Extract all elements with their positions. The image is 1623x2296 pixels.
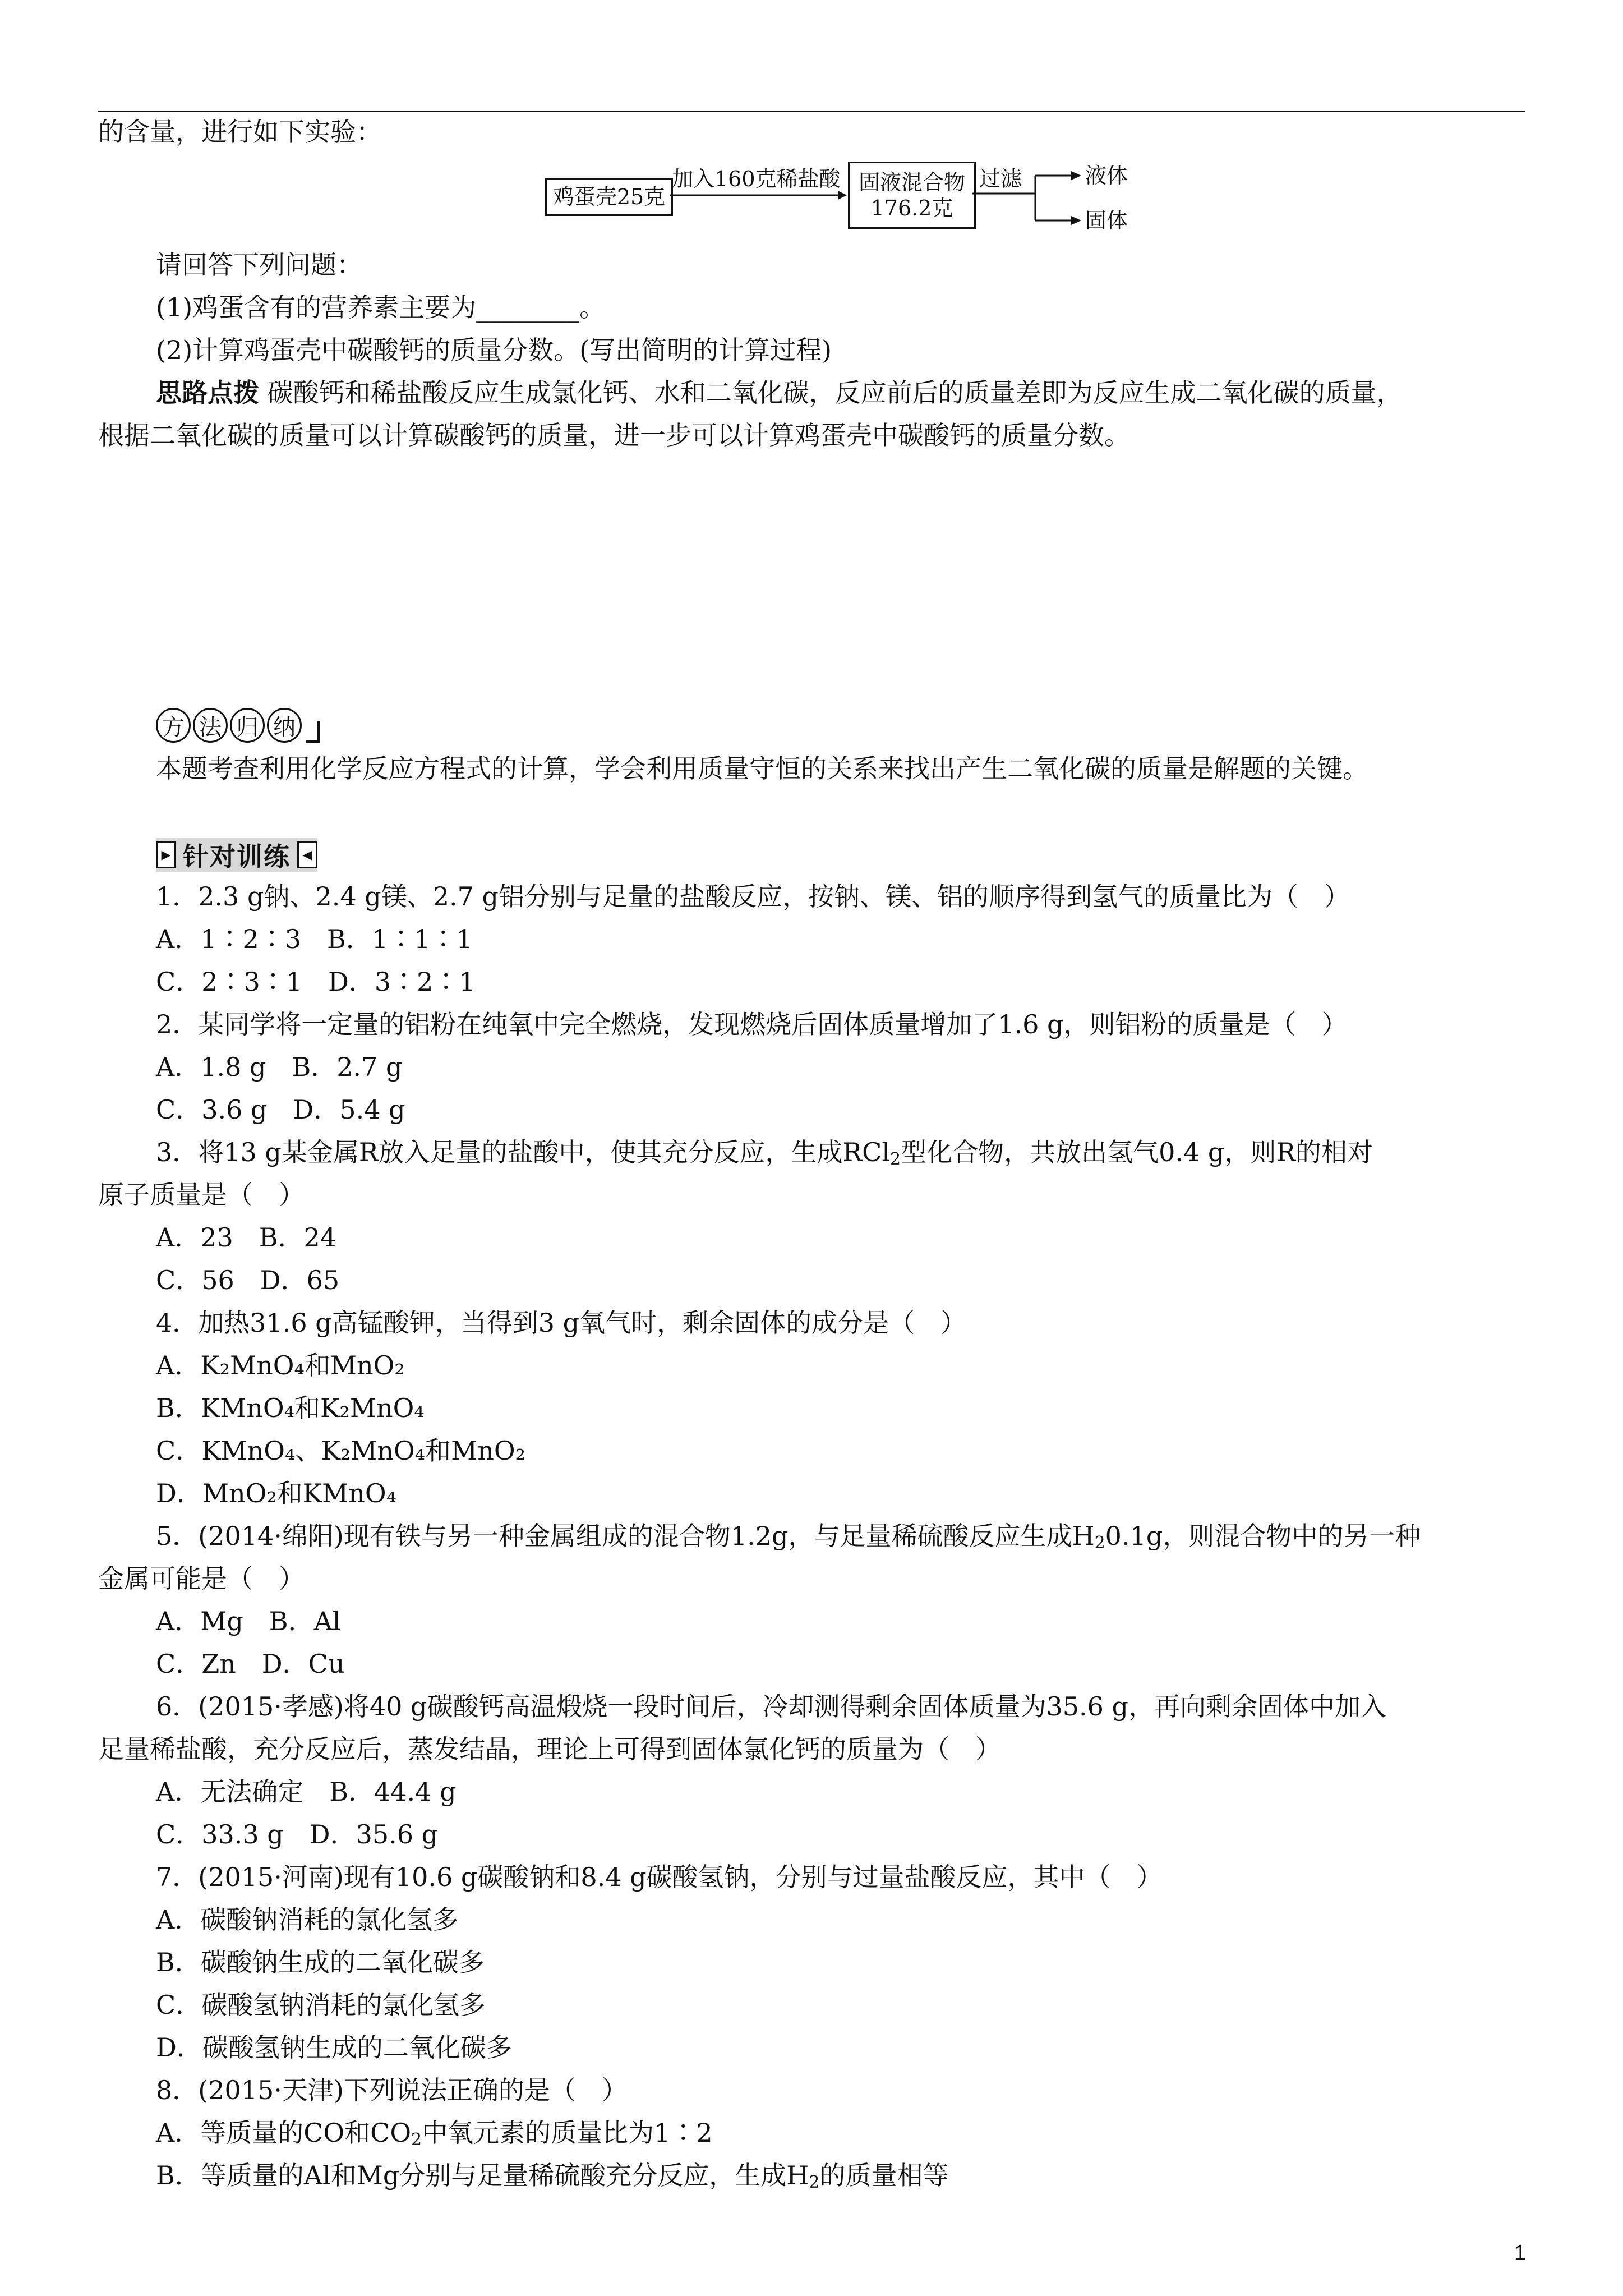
problem-8a-sub: 2: [411, 2130, 422, 2150]
flow-box-mixture-line1: 固液混合物: [858, 170, 965, 195]
problem-8b-pre: B．等质量的Al和Mg分别与足量稀硫酸充分反应，生成H: [156, 2160, 809, 2191]
flow-box-eggshell: 鸡蛋壳25克: [545, 178, 673, 216]
problem-3-sub: 2: [890, 1149, 901, 1169]
method-char-1: 方: [156, 708, 191, 743]
question-1: (1)鸡蛋含有的营养素主要为________。: [156, 292, 606, 323]
hint-label: 思路点拨: [156, 378, 259, 408]
problem-2-options-ab: A．1.8 g B．2.7 g: [156, 1052, 403, 1082]
problem-8-option-a: [156, 2116, 713, 2150]
problem-7: 7．(2015·河南)现有10.6 g碳酸钠和8.4 g碳酸氢钠，分别与过量盐酸反应，其中（ ）: [156, 1862, 1163, 1892]
flow-arrow1-label: 加入160克稀盐酸: [672, 167, 841, 191]
flow-box-mixture: [848, 162, 976, 229]
flow-box-mixture-line2: 176.2克: [870, 196, 953, 220]
problem-8b-sub: 2: [809, 2173, 820, 2192]
problem-8a-post: 中氧元素的质量比为1∶2: [422, 2118, 713, 2148]
problem-7-option-d: D．碳酸氢钠生成的二氧化碳多: [156, 2032, 512, 2063]
method-summary-heading: [156, 708, 320, 743]
problem-1: 1．2.3 g钠、2.4 g镁、2.7 g铝分别与足量的盐酸反应，按钠、镁、铝的顺序得到氢气的质量比为（ ）: [156, 881, 1350, 912]
right-triangle-icon: ▶: [156, 841, 176, 868]
problem-5-options-cd: C．Zn D．Cu: [156, 1649, 345, 1679]
problem-3-pre: 3．将13 g某金属R放入足量的盐酸中，使其充分反应，生成RCl: [156, 1137, 891, 1167]
problem-6-options-ab: A．无法确定 B．44.4 g: [156, 1777, 457, 1807]
problem-4-option-c: C．KMnO₄、K₂MnO₄和MnO₂: [156, 1435, 526, 1466]
page-number: 1: [1514, 2241, 1527, 2265]
method-summary-text: 本题考查利用化学反应方程式的计算，学会利用质量守恒的关系来找出产生二氧化碳的质量是解题的关键。: [156, 753, 1368, 784]
problem-2-options-cd: C．3.6 g D．5.4 g: [156, 1094, 405, 1125]
problem-6-cont: 足量稀盐酸，充分反应后，蒸发结晶，理论上可得到固体氯化钙的质量为（ ）: [98, 1734, 1001, 1764]
training-title: 针对训练: [183, 841, 291, 872]
problem-3-cont: 原子质量是（ ）: [98, 1180, 305, 1210]
header-rule: [98, 111, 1525, 112]
hint-line-1: [156, 376, 1403, 409]
question-2: (2)计算鸡蛋壳中碳酸钙的质量分数。(写出简明的计算过程): [156, 335, 832, 365]
problem-8-option-b: [156, 2159, 949, 2192]
problem-3-post: 型化合物，共放出氢气0.4 g，则R的相对: [901, 1137, 1373, 1167]
problem-3-options-ab: A．23 B．24: [156, 1222, 337, 1253]
flow-output-liquid: 液体: [1085, 163, 1128, 188]
flow-arrow2-label: 过滤: [979, 167, 1022, 191]
flow-arrow-split: [972, 165, 1085, 236]
prompt-text: 请回答下列问题：: [156, 250, 362, 280]
problem-5: [156, 1519, 1421, 1553]
problem-5-sub: 2: [1094, 1533, 1105, 1553]
problem-5-post: 0.1g，则混合物中的另一种: [1105, 1521, 1421, 1551]
flow-arrow1: [670, 185, 849, 202]
problem-3-options-cd: C．56 D．65: [156, 1265, 340, 1295]
left-triangle-icon: ◀: [297, 841, 317, 868]
problem-8: 8．(2015·天津)下列说法正确的是（ ）: [156, 2075, 628, 2105]
hint-line-2: 根据二氧化碳的质量可以计算碳酸钙的质量，进一步可以计算鸡蛋壳中碳酸钙的质量分数。: [98, 420, 1130, 450]
problem-6-options-cd: C．33.3 g D．35.6 g: [156, 1819, 439, 1849]
problem-1-options-cd: C．2∶3∶1 D．3∶2∶1: [156, 967, 476, 997]
flow-output-solid: 固体: [1085, 208, 1128, 233]
method-char-2: 法: [193, 708, 228, 743]
hint-text-1: 碳酸钙和稀盐酸反应生成氯化钙、水和二氧化碳，反应前后的质量差即为反应生成二氧化碳的质量，: [267, 378, 1403, 408]
problem-5-pre: 5．(2014·绵阳)现有铁与另一种金属组成的混合物1.2g，与足量稀硫酸反应生成H: [156, 1521, 1095, 1551]
problem-2: 2．某同学将一定量的铝粉在纯氧中完全燃烧，发现燃烧后固体质量增加了1.6 g，则铝粉的质量是（ ）: [156, 1009, 1348, 1039]
problem-7-option-a: A．碳酸钠消耗的氯化氢多: [156, 1904, 459, 1935]
problem-1-options-ab: A．1∶2∶3 B．1∶1∶1: [156, 924, 473, 954]
hook-arrow-icon: [306, 721, 320, 743]
problem-7-option-c: C．碳酸氢钠消耗的氯化氢多: [156, 1990, 486, 2020]
problem-4-option-b: B．KMnO₄和K₂MnO₄: [156, 1393, 425, 1423]
problem-7-option-b: B．碳酸钠生成的二氧化碳多: [156, 1947, 485, 1977]
problem-5-cont: 金属可能是（ ）: [98, 1563, 305, 1594]
method-char-4: 纳: [267, 708, 302, 743]
problem-4: 4．加热31.6 g高锰酸钾，当得到3 g氧气时，剩余固体的成分是（ ）: [156, 1308, 967, 1338]
problem-4-option-a: A．K₂MnO₄和MnO₂: [156, 1350, 405, 1381]
problem-4-option-d: D．MnO₂和KMnO₄: [156, 1478, 397, 1508]
problem-5-options-ab: A．Mg B．Al: [156, 1606, 341, 1636]
training-header: [156, 838, 317, 872]
problem-6: 6．(2015·孝感)将40 g碳酸钙高温煅烧一段时间后，冷却测得剩余固体质量为35.6 g，再向剩余固体中加入: [156, 1691, 1386, 1722]
problem-3: [156, 1135, 1373, 1169]
method-char-3: 归: [230, 708, 265, 743]
intro-text: 的含量，进行如下实验：: [98, 117, 382, 147]
problem-8b-post: 的质量相等: [819, 2160, 949, 2191]
problem-8a-pre: A．等质量的CO和CO: [156, 2118, 412, 2148]
